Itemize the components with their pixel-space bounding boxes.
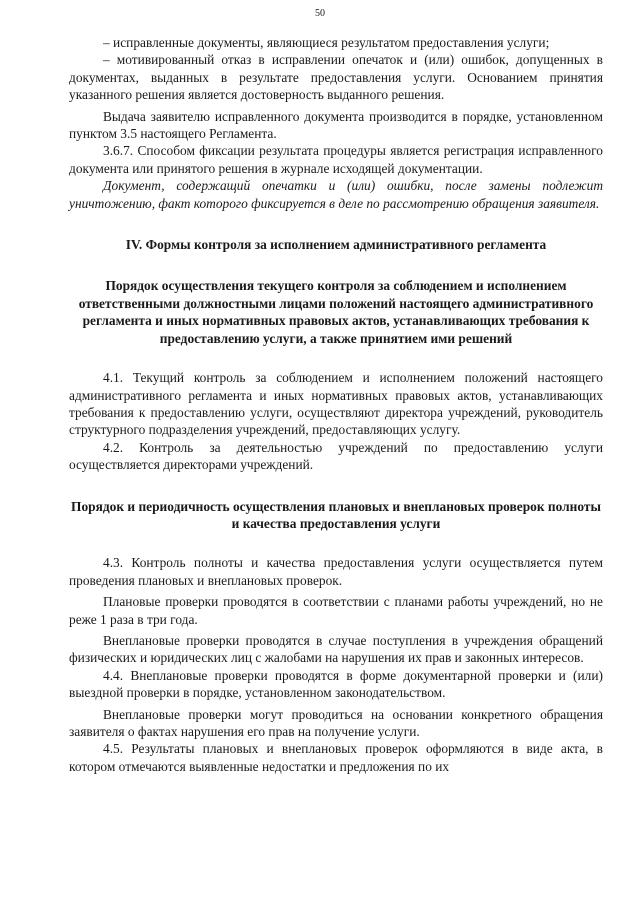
document-body [69,34,603,775]
paragraph: 4.5. Результаты плановых и внеплановых проверок оформляются в виде акта, в котором отмечаются выявленные недостатки и предложения по их [69,741,603,774]
paragraph: Документ, содержащий опечатки и (или) ошибки, после замены подлежит уничтожению, факт которого фиксируется в деле по рассмотрению обращения заявителя. [69,178,603,211]
chapter-heading: IV. Формы контроля за исполнением административного регламента [125,237,547,253]
paragraph: 3.6.7. Способом фиксации результата процедуры является регистрация исправленного документа или принятого решения в журнале исходящей документации. [69,143,603,176]
paragraph: 4.2. Контроль за деятельностью учреждений по предоставлению услуги осуществляется директорами учреждений. [69,439,603,473]
paragraph: Внеплановые проверки могут проводиться на основании конкретного обращения заявителя о фактах нарушения его прав на получение услуги. [69,706,603,739]
page-number: 50 [315,8,325,19]
paragraph: Внеплановые проверки проводятся в случае поступления в учреждения обращений физических и юридических лиц с жалобами на нарушения их прав и законных интересов. [69,632,603,666]
paragraph: 4.3. Контроль полноты и качества предоставления услуги осуществляется путем проведения плановых и внеплановых проверок. [69,555,603,588]
paragraph: 4.4. Внеплановые проверки проводятся в форме документарной проверки и (или) выездной проверки в порядке, установленном законодательством. [69,667,603,701]
section-heading: Порядок и периодичность осуществления плановых и внеплановых проверок полноты и качества предоставления услуги [71,498,601,531]
paragraph: Выдача заявителю исправленного документа производится в порядке, установленном пунктом 3.5 настоящего Регламента. [69,108,603,142]
paragraph: 4.1. Текущий контроль за соблюдением и исполнением положений настоящего административного регламента и иных нормативных правовых актов, устанавливающих требования к предоставлению услуги, осуществляют директора учреждений, руководитель структурного подразделения учреждений, предоставляющих услугу. [69,370,603,438]
section-heading: Порядок осуществления текущего контроля за соблюдением и исполнением ответственными должностными лицами положений настоящего административного регламента и иных нормативных правовых актов, устанавливающих требования к предоставлению услуги, а также принятием ими решений [78,278,594,346]
paragraph: – мотивированный отказ в исправлении опечаток и (или) ошибок, допущенных в документах, выданных в результате предоставления услуги. Основанием принятия указанного решения является достоверность выданного решения. [69,52,603,103]
paragraph: – исправленные документы, являющиеся результатом предоставления услуги; [103,35,550,50]
paragraph: Плановые проверки проводятся в соответствии с планами работы учреждений, но не реже 1 раза в три года. [69,594,603,627]
